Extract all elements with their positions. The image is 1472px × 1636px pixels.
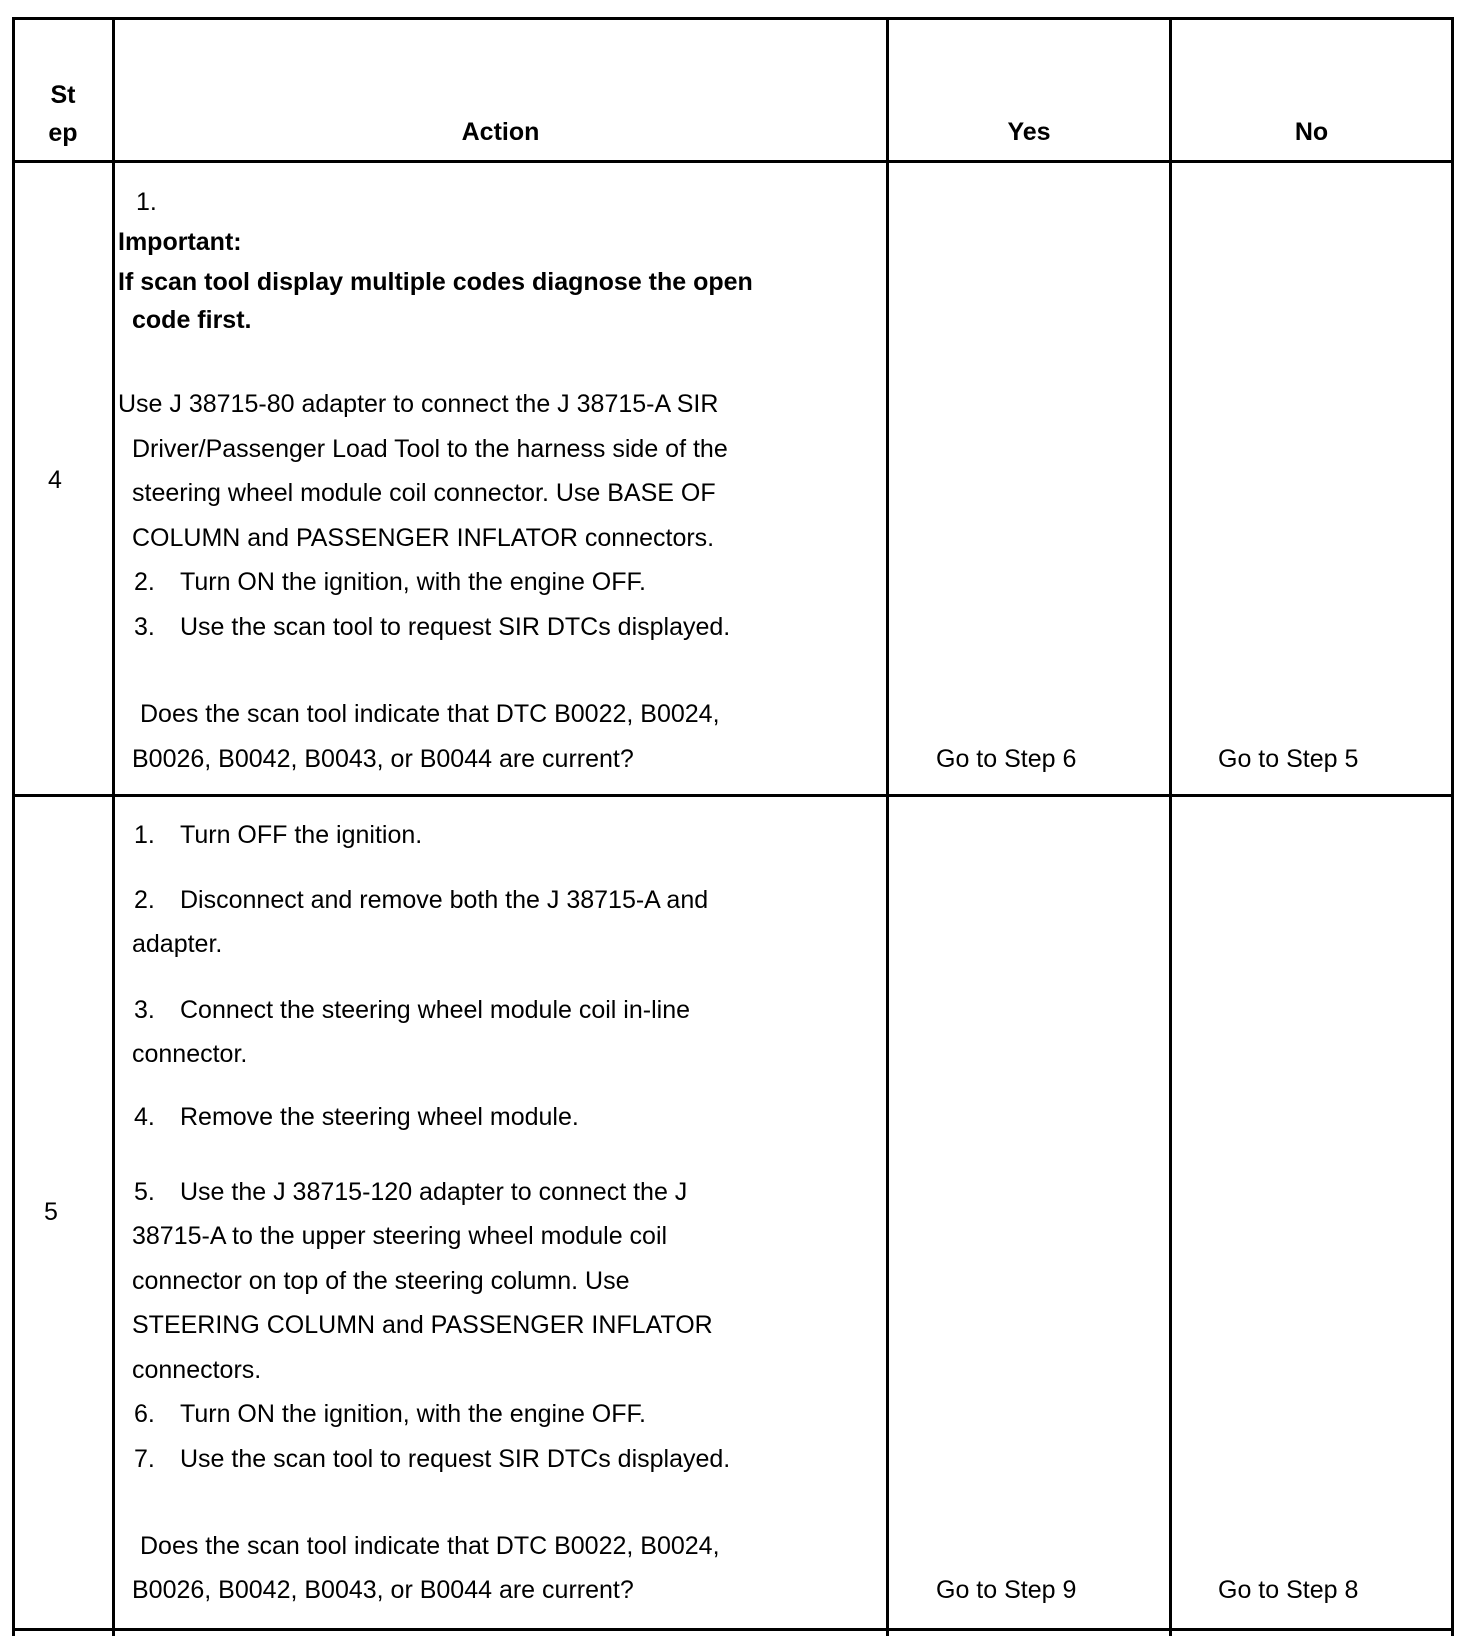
action-step-text: Use the scan tool to request SIR DTCs displayed. — [180, 613, 731, 641]
action-step-number: 2. — [134, 886, 155, 914]
action-step-number: 5. — [134, 1178, 155, 1206]
action-text-line: 38715-A to the upper steering wheel module coil — [132, 1222, 668, 1250]
action-item-number: 1. — [136, 188, 157, 216]
col-divider-step-action — [112, 17, 115, 1636]
action-step — [134, 996, 690, 1025]
yes-result: Go to Step 9 — [936, 1576, 1077, 1604]
action-step-number: 7. — [134, 1445, 155, 1473]
action-step — [134, 821, 422, 850]
col-divider-action-yes — [886, 17, 889, 1636]
action-step — [134, 1178, 687, 1207]
table-border-bottom — [12, 1628, 1454, 1631]
header-step — [14, 76, 112, 152]
action-step-number: 4. — [134, 1103, 155, 1131]
action-text-line: connector. — [132, 1040, 248, 1068]
header-yes: Yes — [1007, 118, 1051, 146]
table-border-top — [12, 17, 1454, 20]
question-line: Does the scan tool indicate that DTC B0022, B0024, — [140, 700, 720, 728]
table-border-right — [1451, 17, 1454, 1636]
action-step — [134, 1445, 730, 1474]
question-line: B0026, B0042, B0043, or B0044 are current? — [132, 1576, 634, 1604]
action-step-text: Use the scan tool to request SIR DTCs displayed. — [180, 1445, 731, 1473]
action-text-line: adapter. — [132, 930, 223, 958]
question-line: Does the scan tool indicate that DTC B0022, B0024, — [140, 1532, 720, 1560]
action-text-line: connector on top of the steering column. Use — [132, 1267, 630, 1295]
header-action: Action — [461, 118, 540, 146]
action-step-text: Turn ON the ignition, with the engine OFF. — [180, 1400, 646, 1428]
header-no: No — [1294, 118, 1329, 146]
action-step-text: Use the J 38715-120 adapter to connect the J — [180, 1178, 688, 1206]
action-step-text: Disconnect and remove both the J 38715-A and — [180, 886, 709, 914]
action-step-number: 3. — [134, 996, 155, 1024]
no-result: Go to Step 8 — [1218, 1576, 1359, 1604]
action-step-number: 2. — [134, 568, 155, 596]
action-step-text: Turn OFF the ignition. — [180, 821, 423, 849]
action-step — [134, 1400, 646, 1429]
important-text-line: If scan tool display multiple codes diagnose the open — [118, 268, 753, 296]
action-step — [134, 613, 730, 642]
action-step — [134, 1103, 579, 1132]
action-step-number: 6. — [134, 1400, 155, 1428]
table-border-left — [12, 17, 15, 1636]
no-result: Go to Step 5 — [1218, 745, 1359, 773]
action-step-text: Remove the steering wheel module. — [180, 1103, 579, 1131]
col-divider-yes-no — [1169, 17, 1172, 1636]
important-text-line: code first. — [132, 306, 252, 334]
action-step — [134, 886, 708, 915]
important-label: Important: — [118, 228, 242, 256]
action-step-number: 1. — [134, 821, 155, 849]
action-step-number: 3. — [134, 613, 155, 641]
header-step-line2: ep — [48, 119, 78, 147]
action-text-line: Use J 38715-80 adapter to connect the J 38715-A SIR — [118, 390, 719, 418]
step-number: 5 — [44, 1198, 58, 1226]
header-divider — [12, 160, 1454, 163]
question-line: B0026, B0042, B0043, or B0044 are current? — [132, 745, 634, 773]
action-step — [134, 568, 646, 597]
action-step-text: Turn ON the ignition, with the engine OFF. — [180, 568, 646, 596]
action-text-line: COLUMN and PASSENGER INFLATOR connectors. — [132, 524, 715, 552]
yes-result: Go to Step 6 — [936, 745, 1077, 773]
row-divider — [12, 794, 1454, 797]
action-text-line: STEERING COLUMN and PASSENGER INFLATOR — [132, 1311, 713, 1339]
step-number: 4 — [48, 466, 62, 494]
action-step-text: Connect the steering wheel module coil in-line — [180, 996, 691, 1024]
action-text-line: connectors. — [132, 1356, 262, 1384]
header-step-line1: St — [50, 81, 76, 109]
action-text-line: Driver/Passenger Load Tool to the harness side of the — [132, 435, 728, 463]
action-text-line: steering wheel module coil connector. Use BASE OF — [132, 479, 716, 507]
